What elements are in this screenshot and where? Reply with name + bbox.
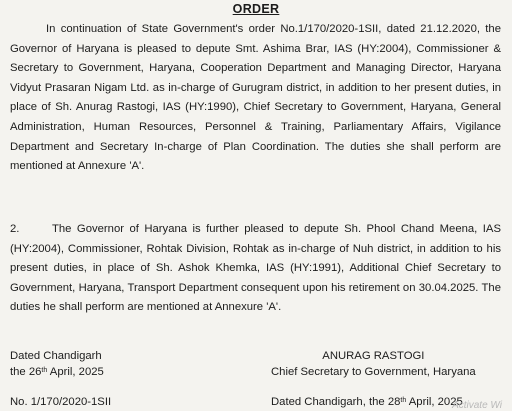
sig-date-suffix: th xyxy=(400,397,407,404)
dated-date-line xyxy=(10,364,111,380)
date-suffix: th xyxy=(41,367,48,374)
dated-line: Dated Chandigarh xyxy=(10,350,102,362)
date-month-year: April, 2025 xyxy=(47,366,104,378)
dated-block xyxy=(10,348,111,410)
activation-watermark: Activate Wi xyxy=(452,400,502,411)
signatory-designation: Chief Secretary to Government, Haryana xyxy=(271,366,476,378)
signature-block xyxy=(271,348,476,410)
paragraph-1: In continuation of State Government's order No.1/170/2020-1SII, dated 21.12.2020, the Governor of Haryana is pleased to depute Smt. Ashima Brar, IAS (HY:2004), Commissioner & Secretary to Government, Haryana, Cooperation Department and Managing Director, Haryana Vidyut Prasaran Nigam Ltd. as in-charge of Gurugram district, in addition to her present duties, in place of Sh. Anurag Rastogi, IAS (HY:1990), Chief Secretary to Government, Haryana, General Administration, Human Resources, Personnel & Training, Parliamentary Affairs, Vigilance Department and Secretary In-charge of Plan Coordination. The duties she shall perform are mentioned at Annexure 'A'. xyxy=(10,23,501,173)
sig-date-day: Dated Chandigarh, the 28 xyxy=(271,396,401,408)
date-day: the 26 xyxy=(10,366,42,378)
signature-date-line xyxy=(271,394,476,410)
sig-date-month-year: April, 2025 xyxy=(406,396,463,408)
signatory-name: ANURAG RASTOGI xyxy=(322,350,425,362)
order-number: No. 1/170/2020-1SII xyxy=(10,396,112,408)
document-title: ORDER xyxy=(232,2,280,16)
paragraph-number: 2. xyxy=(10,223,20,235)
paragraph-2 xyxy=(10,220,501,318)
paragraph-2-text: The Governor of Haryana is further pleased to depute Sh. Phool Chand Meena, IAS (HY:2004), Commissioner, Rohtak Division, Rohtak as in-charge of Nuh district, in addition to his present duties, in place of Sh. Ashok Khemka, IAS (HY:1991), Additional Chief Secretary to Government, Haryana, Transport Department consequent upon his retirement on 30.04.2025. The duties he shall perform are mentioned at Annexure 'A'. xyxy=(10,223,501,314)
